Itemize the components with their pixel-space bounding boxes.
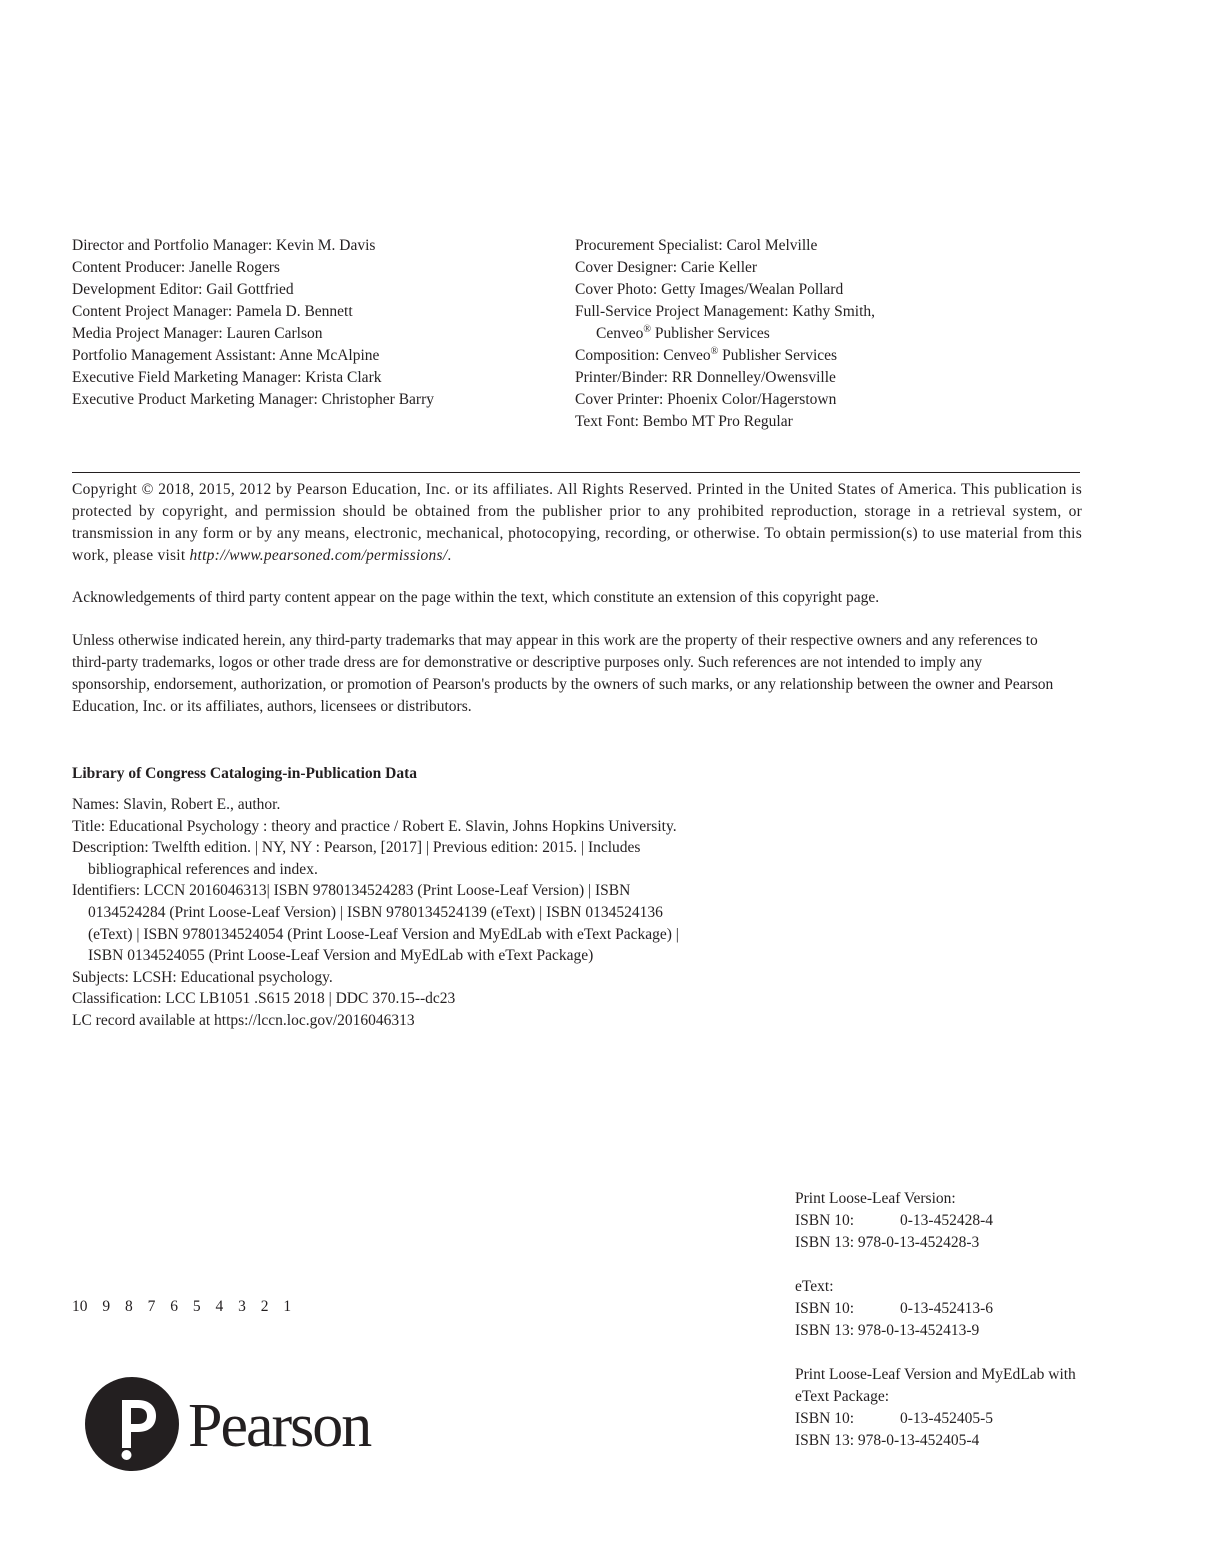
credit-line: [575, 345, 1095, 367]
isbn10-label: ISBN 10:: [795, 1410, 854, 1427]
cip-description: Description: Twelfth edition. | NY, NY : Pearson, [2017] | Previous edition: 2015. | Includes bibliographical references and index.: [72, 839, 641, 878]
credits-left-column: [72, 235, 542, 411]
isbn13-value: 978-0-13-452428-3: [857, 1234, 980, 1251]
isbn-group: [795, 1276, 1095, 1342]
isbn10-value: 0-13-452413-6: [900, 1300, 993, 1317]
isbn-group-heading: eText:: [795, 1278, 834, 1295]
isbn10-label: ISBN 10:: [795, 1300, 854, 1317]
isbn-block: [795, 1188, 1095, 1474]
acknowledgements: Acknowledgements of third party content appear on the page within the text, which constitute an extension of this copyright page.: [72, 589, 880, 606]
isbn10-value: 0-13-452405-5: [900, 1410, 993, 1427]
isbn13-value: 978-0-13-452405-4: [857, 1432, 980, 1449]
horizontal-rule: [72, 472, 1080, 473]
credit-line: Full-Service Project Management: Kathy Smith,: [575, 303, 876, 320]
credit-line: Cover Printer: Phoenix Color/Hagerstown: [575, 391, 837, 408]
registered-mark: ®: [710, 345, 719, 357]
credit-line: Executive Field Marketing Manager: Krista Clark: [72, 369, 382, 386]
isbn10-row: [795, 1210, 1095, 1232]
pearson-logo-icon: [84, 1376, 404, 1476]
cip-lc-record: LC record available at https://lccn.loc.gov/2016046313: [72, 1011, 415, 1029]
isbn-group: [795, 1188, 1095, 1254]
credit-line: Printer/Binder: RR Donnelley/Owensville: [575, 369, 836, 386]
credit-line: Media Project Manager: Lauren Carlson: [72, 325, 323, 342]
credits-right-column: [575, 235, 1095, 433]
credit-text: Publisher Services: [718, 347, 838, 364]
credit-text: Publisher Services: [650, 325, 770, 342]
cip-classification: Classification: LCC LB1051 .S615 2018 | DDC 370.15--dc23: [72, 990, 456, 1008]
isbn13-value: 978-0-13-452413-9: [857, 1322, 980, 1339]
cenveo-name: Cenveo: [596, 325, 644, 342]
credit-line: Content Project Manager: Pamela D. Bennett: [72, 303, 353, 320]
isbn13-label: ISBN 13:: [795, 1234, 854, 1251]
credit-line: Content Producer: Janelle Rogers: [72, 259, 280, 276]
pearson-wordmark: Pearson: [188, 1392, 371, 1460]
credit-line: Director and Portfolio Manager: Kevin M. Davis: [72, 237, 376, 254]
cip-title-entry: Title: Educational Psychology : theory and practice / Robert E. Slavin, Johns Hopkins University.: [72, 817, 677, 835]
copyright-text: Copyright © 2018, 2015, 2012 by Pearson Education, Inc. or its affiliates. All Rights Reserved. Printed in the United States of America. This publication is protected by copyright, and permission should be obtained from the publisher prior to any prohibited reproduction, storage in a retrieval system, or transmission in any form or by any means, electronic, mechanical, photocopying, recording, or otherwise. To obtain permission(s) to use material from this work, please visit: [72, 481, 1082, 564]
isbn10-value: 0-13-452428-4: [900, 1212, 993, 1229]
isbn13-row: [795, 1320, 1095, 1342]
copyright-notice: [72, 479, 1082, 567]
credit-line: Procurement Specialist: Carol Melville: [575, 237, 818, 254]
credit-text: Composition: Cenveo: [575, 347, 711, 364]
pearson-logo: [84, 1376, 404, 1476]
isbn13-row: [795, 1430, 1095, 1452]
cip-heading: Library of Congress Cataloging-in-Publication Data: [72, 765, 418, 782]
permissions-url[interactable]: http://www.pearsoned.com/permissions/: [189, 547, 448, 564]
isbn13-label: ISBN 13:: [795, 1322, 854, 1339]
credit-line: Portfolio Management Assistant: Anne McAlpine: [72, 347, 380, 364]
cip-subjects: Subjects: LCSH: Educational psychology.: [72, 968, 333, 986]
credit-line: Cover Designer: Carie Keller: [575, 259, 758, 276]
registered-mark: ®: [643, 323, 651, 335]
isbn10-row: [795, 1298, 1095, 1320]
credit-line: Development Editor: Gail Gottfried: [72, 281, 294, 298]
isbn-group: [795, 1364, 1095, 1452]
isbn-group-heading: Print Loose-Leaf Version:: [795, 1190, 956, 1207]
isbn13-label: ISBN 13:: [795, 1432, 854, 1449]
print-line: 10 9 8 7 6 5 4 3 2 1: [72, 1298, 292, 1315]
isbn10-label: ISBN 10:: [795, 1212, 854, 1229]
trademarks-notice: Unless otherwise indicated herein, any third-party trademarks that may appear in this work are the property of their respective owners and any references to third-party trademarks, logos or other trade dress are for demonstrative or descriptive purposes only. Such references are not intended to imply any sponsorship, endorsement, authorization, or promotion of Pearson's products by the owners of such marks, or any relationship between the owner and Pearson Education, Inc. or its affiliates, authors, licensees or distributors.: [72, 632, 1054, 715]
credit-line: Cover Photo: Getty Images/Wealan Pollard: [575, 281, 844, 298]
credit-line-continued: [575, 323, 1095, 345]
cip-data: [72, 794, 692, 1032]
credit-line: Executive Product Marketing Manager: Christopher Barry: [72, 391, 434, 408]
isbn13-row: [795, 1232, 1095, 1254]
isbn10-row: [795, 1408, 1095, 1430]
copyright-end: .: [447, 547, 452, 564]
credit-line: Text Font: Bembo MT Pro Regular: [575, 413, 793, 430]
cip-names: Names: Slavin, Robert E., author.: [72, 796, 281, 813]
cip-identifiers: Identifiers: LCCN 2016046313| ISBN 9780134524283 (Print Loose-Leaf Version) | ISBN 0134524284 (Print Loose-Leaf Version) | ISBN 9780134524139 (eText) | ISBN 0134524136 (eText) | ISBN 9780134524054 (Print Loose-Leaf Version and MyEdLab with eText Package) | ISBN 0134524055 (Print Loose-Leaf Version and MyEdLab with eText Package): [72, 882, 679, 965]
isbn-group-heading: Print Loose-Leaf Version and MyEdLab with eText Package:: [795, 1366, 1076, 1405]
